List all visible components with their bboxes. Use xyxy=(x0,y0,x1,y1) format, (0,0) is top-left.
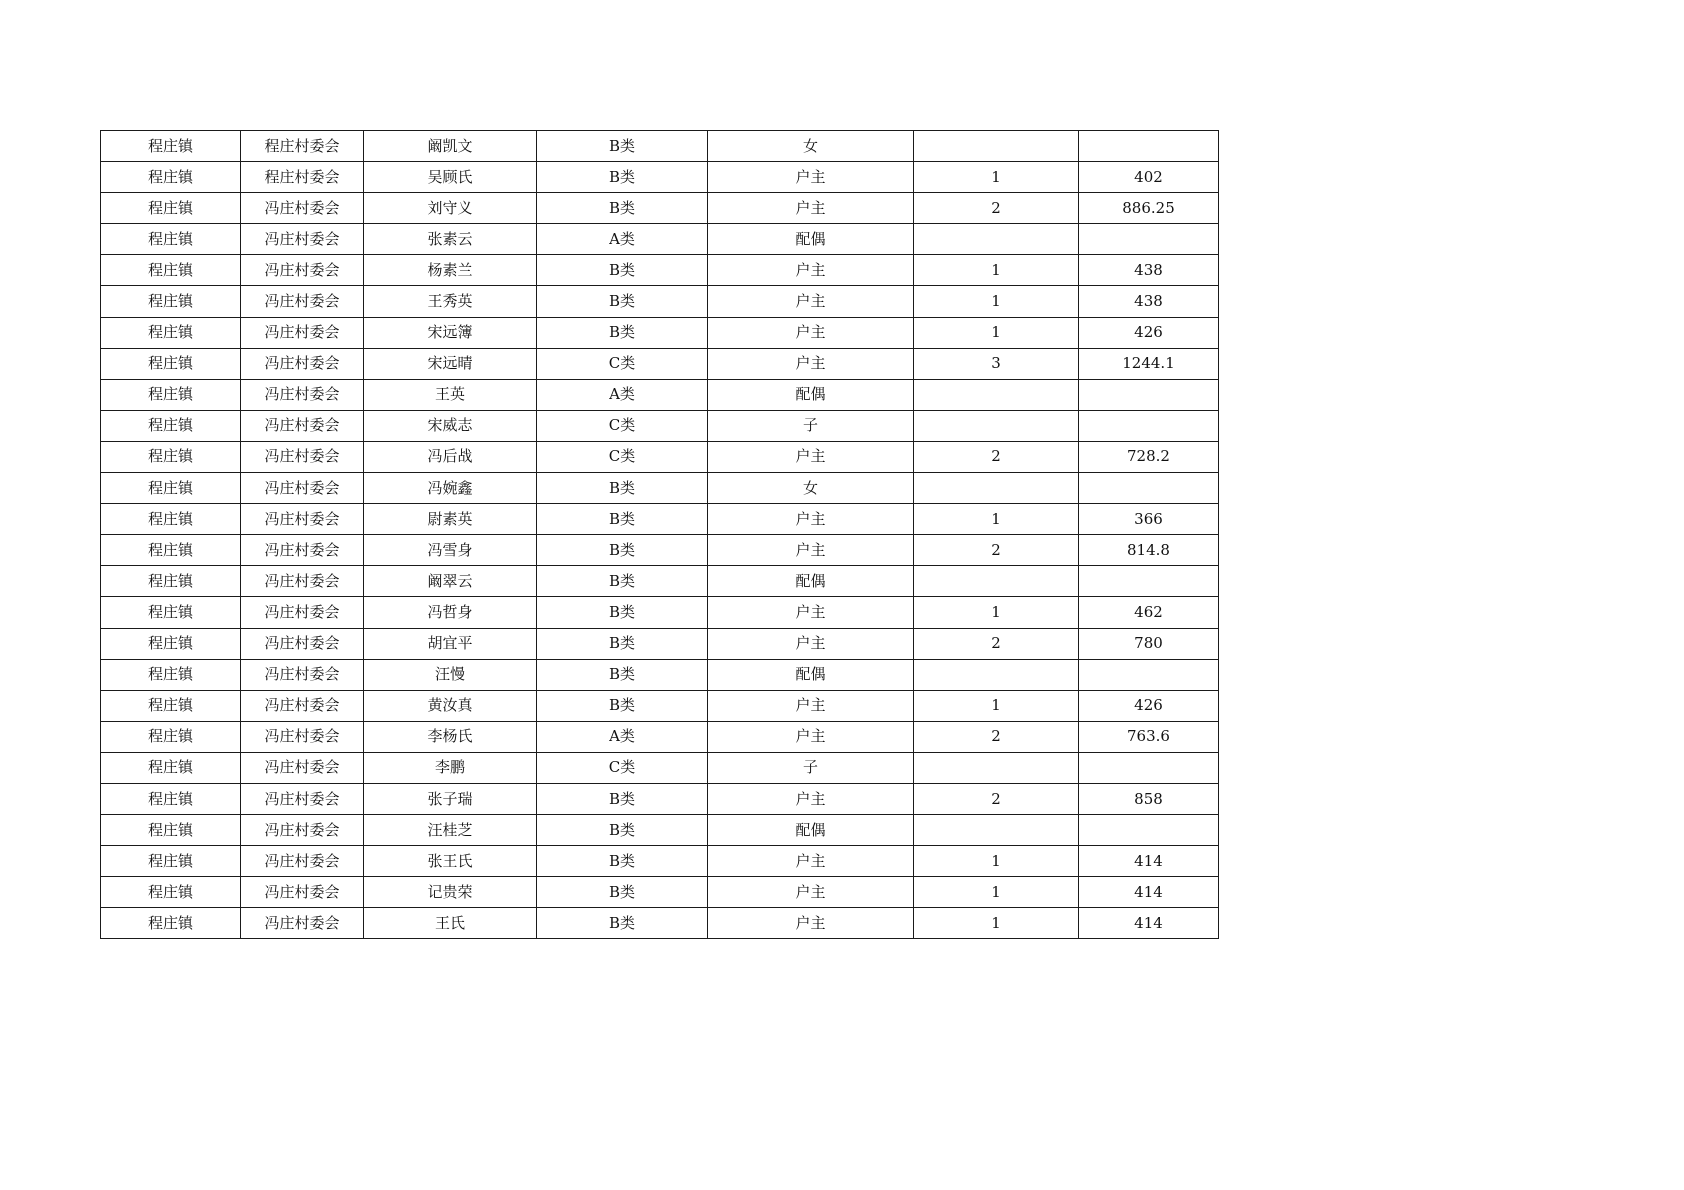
household-size-cell: 2 xyxy=(914,628,1079,659)
amount-cell xyxy=(1079,659,1219,690)
table-row xyxy=(101,255,1219,286)
village-committee-cell: 冯庄村委会 xyxy=(241,659,364,690)
table-row xyxy=(101,224,1219,255)
amount-cell: 858 xyxy=(1079,783,1219,814)
category-cell: B类 xyxy=(537,846,708,877)
relation-cell: 女 xyxy=(708,473,914,504)
town-cell: 程庄镇 xyxy=(101,690,241,721)
town-cell: 程庄镇 xyxy=(101,286,241,317)
household-size-cell: 1 xyxy=(914,908,1079,939)
household-size-cell: 3 xyxy=(914,348,1079,379)
village-committee-cell: 冯庄村委会 xyxy=(241,255,364,286)
name-cell: 吴顾氏 xyxy=(364,162,537,193)
relation-cell: 子 xyxy=(708,410,914,441)
household-size-cell xyxy=(914,659,1079,690)
relation-cell: 户主 xyxy=(708,783,914,814)
relation-cell: 配偶 xyxy=(708,379,914,410)
town-cell: 程庄镇 xyxy=(101,410,241,441)
category-cell: B类 xyxy=(537,131,708,162)
amount-cell xyxy=(1079,473,1219,504)
village-committee-cell: 程庄村委会 xyxy=(241,162,364,193)
village-committee-cell: 冯庄村委会 xyxy=(241,908,364,939)
town-cell: 程庄镇 xyxy=(101,908,241,939)
village-committee-cell: 冯庄村委会 xyxy=(241,379,364,410)
name-cell: 尉素英 xyxy=(364,504,537,535)
household-size-cell: 1 xyxy=(914,162,1079,193)
household-size-cell: 2 xyxy=(914,535,1079,566)
town-cell: 程庄镇 xyxy=(101,659,241,690)
category-cell: A类 xyxy=(537,721,708,752)
town-cell: 程庄镇 xyxy=(101,224,241,255)
name-cell: 汪慢 xyxy=(364,659,537,690)
household-size-cell: 1 xyxy=(914,877,1079,908)
category-cell: B类 xyxy=(537,815,708,846)
town-cell: 程庄镇 xyxy=(101,441,241,472)
village-committee-cell: 冯庄村委会 xyxy=(241,473,364,504)
amount-cell: 780 xyxy=(1079,628,1219,659)
amount-cell xyxy=(1079,131,1219,162)
village-committee-cell: 冯庄村委会 xyxy=(241,317,364,348)
relation-cell: 户主 xyxy=(708,628,914,659)
category-cell: B类 xyxy=(537,690,708,721)
category-cell: B类 xyxy=(537,162,708,193)
name-cell: 冯哲身 xyxy=(364,597,537,628)
household-size-cell xyxy=(914,566,1079,597)
table-row xyxy=(101,441,1219,472)
category-cell: C类 xyxy=(537,441,708,472)
household-size-cell: 2 xyxy=(914,783,1079,814)
amount-cell xyxy=(1079,752,1219,783)
household-size-cell xyxy=(914,410,1079,441)
amount-cell: 462 xyxy=(1079,597,1219,628)
table-row xyxy=(101,597,1219,628)
relation-cell: 配偶 xyxy=(708,566,914,597)
amount-cell xyxy=(1079,410,1219,441)
category-cell: A类 xyxy=(537,224,708,255)
table-row xyxy=(101,566,1219,597)
village-committee-cell: 冯庄村委会 xyxy=(241,286,364,317)
table-row xyxy=(101,659,1219,690)
name-cell: 张王氏 xyxy=(364,846,537,877)
name-cell: 王秀英 xyxy=(364,286,537,317)
town-cell: 程庄镇 xyxy=(101,783,241,814)
category-cell: C类 xyxy=(537,752,708,783)
household-size-cell: 1 xyxy=(914,597,1079,628)
name-cell: 记贵荣 xyxy=(364,877,537,908)
amount-cell: 728.2 xyxy=(1079,441,1219,472)
amount-cell: 886.25 xyxy=(1079,193,1219,224)
household-size-cell: 1 xyxy=(914,690,1079,721)
village-committee-cell: 冯庄村委会 xyxy=(241,877,364,908)
village-committee-cell: 冯庄村委会 xyxy=(241,193,364,224)
table-row xyxy=(101,690,1219,721)
household-size-cell: 1 xyxy=(914,286,1079,317)
village-committee-cell: 冯庄村委会 xyxy=(241,504,364,535)
town-cell: 程庄镇 xyxy=(101,752,241,783)
name-cell: 刘守义 xyxy=(364,193,537,224)
relation-cell: 户主 xyxy=(708,908,914,939)
amount-cell xyxy=(1079,815,1219,846)
name-cell: 王英 xyxy=(364,379,537,410)
category-cell: B类 xyxy=(537,473,708,504)
table-row xyxy=(101,131,1219,162)
relation-cell: 女 xyxy=(708,131,914,162)
amount-cell: 402 xyxy=(1079,162,1219,193)
town-cell: 程庄镇 xyxy=(101,162,241,193)
town-cell: 程庄镇 xyxy=(101,317,241,348)
amount-cell: 1244.1 xyxy=(1079,348,1219,379)
table-row xyxy=(101,317,1219,348)
amount-cell: 414 xyxy=(1079,877,1219,908)
relation-cell: 子 xyxy=(708,752,914,783)
relation-cell: 户主 xyxy=(708,597,914,628)
category-cell: C类 xyxy=(537,348,708,379)
name-cell: 胡宜平 xyxy=(364,628,537,659)
relation-cell: 户主 xyxy=(708,317,914,348)
town-cell: 程庄镇 xyxy=(101,473,241,504)
town-cell: 程庄镇 xyxy=(101,193,241,224)
relation-cell: 配偶 xyxy=(708,815,914,846)
name-cell: 汪桂芝 xyxy=(364,815,537,846)
relation-cell: 户主 xyxy=(708,721,914,752)
category-cell: B类 xyxy=(537,504,708,535)
village-committee-cell: 冯庄村委会 xyxy=(241,690,364,721)
village-committee-cell: 冯庄村委会 xyxy=(241,535,364,566)
name-cell: 冯雪身 xyxy=(364,535,537,566)
household-size-cell: 2 xyxy=(914,441,1079,472)
category-cell: B类 xyxy=(537,659,708,690)
category-cell: B类 xyxy=(537,628,708,659)
relation-cell: 户主 xyxy=(708,690,914,721)
table-row xyxy=(101,535,1219,566)
amount-cell: 414 xyxy=(1079,846,1219,877)
table-row xyxy=(101,908,1219,939)
village-committee-cell: 冯庄村委会 xyxy=(241,348,364,379)
category-cell: B类 xyxy=(537,566,708,597)
household-size-cell xyxy=(914,473,1079,504)
household-size-cell xyxy=(914,752,1079,783)
town-cell: 程庄镇 xyxy=(101,379,241,410)
amount-cell xyxy=(1079,224,1219,255)
relation-cell: 户主 xyxy=(708,535,914,566)
relation-cell: 户主 xyxy=(708,877,914,908)
name-cell: 黄汝真 xyxy=(364,690,537,721)
household-size-cell: 1 xyxy=(914,504,1079,535)
town-cell: 程庄镇 xyxy=(101,628,241,659)
town-cell: 程庄镇 xyxy=(101,721,241,752)
category-cell: C类 xyxy=(537,410,708,441)
town-cell: 程庄镇 xyxy=(101,566,241,597)
name-cell: 宋远晴 xyxy=(364,348,537,379)
amount-cell xyxy=(1079,566,1219,597)
household-size-cell xyxy=(914,131,1079,162)
amount-cell: 426 xyxy=(1079,690,1219,721)
table-row xyxy=(101,877,1219,908)
town-cell: 程庄镇 xyxy=(101,815,241,846)
relation-cell: 户主 xyxy=(708,193,914,224)
household-size-cell xyxy=(914,379,1079,410)
category-cell: B类 xyxy=(537,535,708,566)
table-row xyxy=(101,379,1219,410)
category-cell: B类 xyxy=(537,193,708,224)
category-cell: B类 xyxy=(537,783,708,814)
table-row xyxy=(101,162,1219,193)
table-row xyxy=(101,815,1219,846)
amount-cell: 366 xyxy=(1079,504,1219,535)
name-cell: 李鹏 xyxy=(364,752,537,783)
category-cell: B类 xyxy=(537,597,708,628)
household-size-cell: 1 xyxy=(914,846,1079,877)
name-cell: 王氏 xyxy=(364,908,537,939)
village-committee-cell: 冯庄村委会 xyxy=(241,783,364,814)
village-committee-cell: 冯庄村委会 xyxy=(241,846,364,877)
village-committee-cell: 冯庄村委会 xyxy=(241,597,364,628)
household-size-cell: 1 xyxy=(914,255,1079,286)
amount-cell: 763.6 xyxy=(1079,721,1219,752)
name-cell: 李杨氏 xyxy=(364,721,537,752)
household-size-cell: 2 xyxy=(914,193,1079,224)
name-cell: 阚凯文 xyxy=(364,131,537,162)
village-committee-cell: 冯庄村委会 xyxy=(241,566,364,597)
table-row xyxy=(101,193,1219,224)
table-row xyxy=(101,721,1219,752)
table-row xyxy=(101,752,1219,783)
relation-cell: 配偶 xyxy=(708,659,914,690)
table-row xyxy=(101,783,1219,814)
town-cell: 程庄镇 xyxy=(101,535,241,566)
table-row xyxy=(101,846,1219,877)
name-cell: 冯婉鑫 xyxy=(364,473,537,504)
village-committee-cell: 冯庄村委会 xyxy=(241,224,364,255)
relation-cell: 户主 xyxy=(708,348,914,379)
name-cell: 阚翠云 xyxy=(364,566,537,597)
village-committee-cell: 冯庄村委会 xyxy=(241,410,364,441)
category-cell: B类 xyxy=(537,317,708,348)
category-cell: B类 xyxy=(537,877,708,908)
amount-cell: 414 xyxy=(1079,908,1219,939)
relation-cell: 户主 xyxy=(708,504,914,535)
amount-cell: 814.8 xyxy=(1079,535,1219,566)
amount-cell: 438 xyxy=(1079,255,1219,286)
household-size-cell xyxy=(914,224,1079,255)
relation-cell: 户主 xyxy=(708,846,914,877)
town-cell: 程庄镇 xyxy=(101,504,241,535)
relation-cell: 配偶 xyxy=(708,224,914,255)
town-cell: 程庄镇 xyxy=(101,348,241,379)
name-cell: 张素云 xyxy=(364,224,537,255)
relation-cell: 户主 xyxy=(708,441,914,472)
village-committee-cell: 冯庄村委会 xyxy=(241,752,364,783)
category-cell: B类 xyxy=(537,286,708,317)
relation-cell: 户主 xyxy=(708,286,914,317)
table-row xyxy=(101,504,1219,535)
relation-cell: 户主 xyxy=(708,162,914,193)
roster-table-body xyxy=(101,131,1219,939)
village-committee-cell: 冯庄村委会 xyxy=(241,441,364,472)
name-cell: 宋远簿 xyxy=(364,317,537,348)
category-cell: B类 xyxy=(537,255,708,286)
amount-cell: 426 xyxy=(1079,317,1219,348)
household-size-cell: 2 xyxy=(914,721,1079,752)
town-cell: 程庄镇 xyxy=(101,131,241,162)
category-cell: B类 xyxy=(537,908,708,939)
table-row xyxy=(101,628,1219,659)
category-cell: A类 xyxy=(537,379,708,410)
town-cell: 程庄镇 xyxy=(101,255,241,286)
table-row xyxy=(101,473,1219,504)
name-cell: 张子瑞 xyxy=(364,783,537,814)
document-page xyxy=(100,130,1219,939)
name-cell: 杨素兰 xyxy=(364,255,537,286)
village-committee-cell: 程庄村委会 xyxy=(241,131,364,162)
roster-table xyxy=(100,130,1219,939)
name-cell: 冯后战 xyxy=(364,441,537,472)
amount-cell xyxy=(1079,379,1219,410)
village-committee-cell: 冯庄村委会 xyxy=(241,628,364,659)
town-cell: 程庄镇 xyxy=(101,846,241,877)
household-size-cell xyxy=(914,815,1079,846)
relation-cell: 户主 xyxy=(708,255,914,286)
village-committee-cell: 冯庄村委会 xyxy=(241,815,364,846)
town-cell: 程庄镇 xyxy=(101,597,241,628)
village-committee-cell: 冯庄村委会 xyxy=(241,721,364,752)
amount-cell: 438 xyxy=(1079,286,1219,317)
household-size-cell: 1 xyxy=(914,317,1079,348)
table-row xyxy=(101,286,1219,317)
table-row xyxy=(101,410,1219,441)
name-cell: 宋威志 xyxy=(364,410,537,441)
table-row xyxy=(101,348,1219,379)
town-cell: 程庄镇 xyxy=(101,877,241,908)
